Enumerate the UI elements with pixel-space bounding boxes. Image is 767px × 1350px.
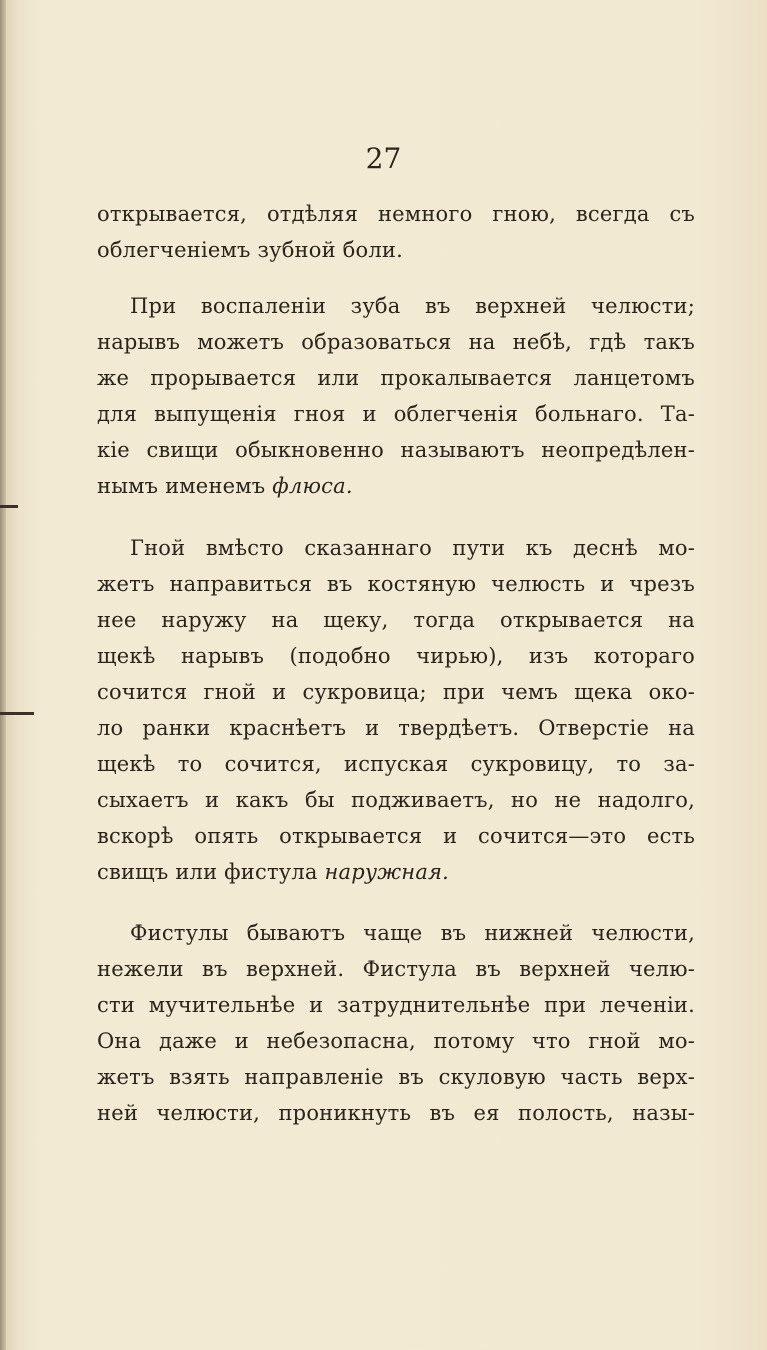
page-number: 27 [365, 142, 402, 175]
text-line [97, 468, 695, 504]
text-line: открывается, отдѣляя немного гною, всегда съ [97, 202, 695, 226]
text-line: для выпущенія гноя и облегченія больнаго. Та- [97, 402, 695, 426]
text-line: жетъ взять направленіе въ скуловую часть верх- [97, 1065, 695, 1089]
text-line: облегченіемъ зубной боли. [97, 238, 403, 262]
text-line: Она даже и небезопасна, потому что гной мо- [97, 1029, 695, 1053]
text-line: же прорывается или прокалывается ланцетомъ [97, 366, 695, 390]
text-line: нее наружу на щеку, тогда открывается на [97, 608, 695, 632]
text-line: сочится гной и сукровица; при чемъ щека око- [97, 680, 695, 704]
text-line-indented: Гной вмѣсто сказаннаго пути къ деснѣ мо- [130, 536, 695, 560]
text-line-indented: При воспаленіи зуба въ верхней челюсти; [130, 294, 695, 318]
italic-term: наружная. [324, 860, 450, 884]
text-line: сти мучительнѣе и затруднительнѣе при леченіи. [97, 993, 695, 1017]
text-line: ней челюсти, проникнуть въ ея полость, назы- [97, 1101, 695, 1125]
text-line-indented: Фистулы бываютъ чаще въ нижней челюсти, [130, 921, 695, 945]
text-line: щекѣ нарывъ (подобно чирью), изъ котораго [97, 644, 695, 668]
text-line: нежели въ верхней. Фистула въ верхней челю- [97, 957, 695, 981]
text-segment: нымъ именемъ [97, 474, 273, 498]
margin-mark [0, 505, 18, 508]
text-line: вскорѣ опять открывается и сочится—это есть [97, 824, 695, 848]
margin-mark [0, 712, 34, 715]
text-line [97, 854, 695, 890]
text-line: щекѣ то сочится, испуская сукровицу, то за- [97, 752, 695, 776]
page-spine-shadow [0, 0, 6, 1350]
text-line: сыхаетъ и какъ бы подживаетъ, но не надолго, [97, 788, 695, 812]
text-line: нарывъ можетъ образоваться на небѣ, гдѣ такъ [97, 330, 695, 354]
italic-term: флюса. [272, 474, 353, 498]
text-line: ло ранки краснѣетъ и твердѣетъ. Отверстіе на [97, 716, 695, 740]
text-line: кіе свищи обыкновенно называютъ неопредѣлен- [97, 438, 695, 462]
text-line: жетъ направиться въ костяную челюсть и чрезъ [97, 572, 695, 596]
text-segment: свищъ или фистула [97, 860, 325, 884]
